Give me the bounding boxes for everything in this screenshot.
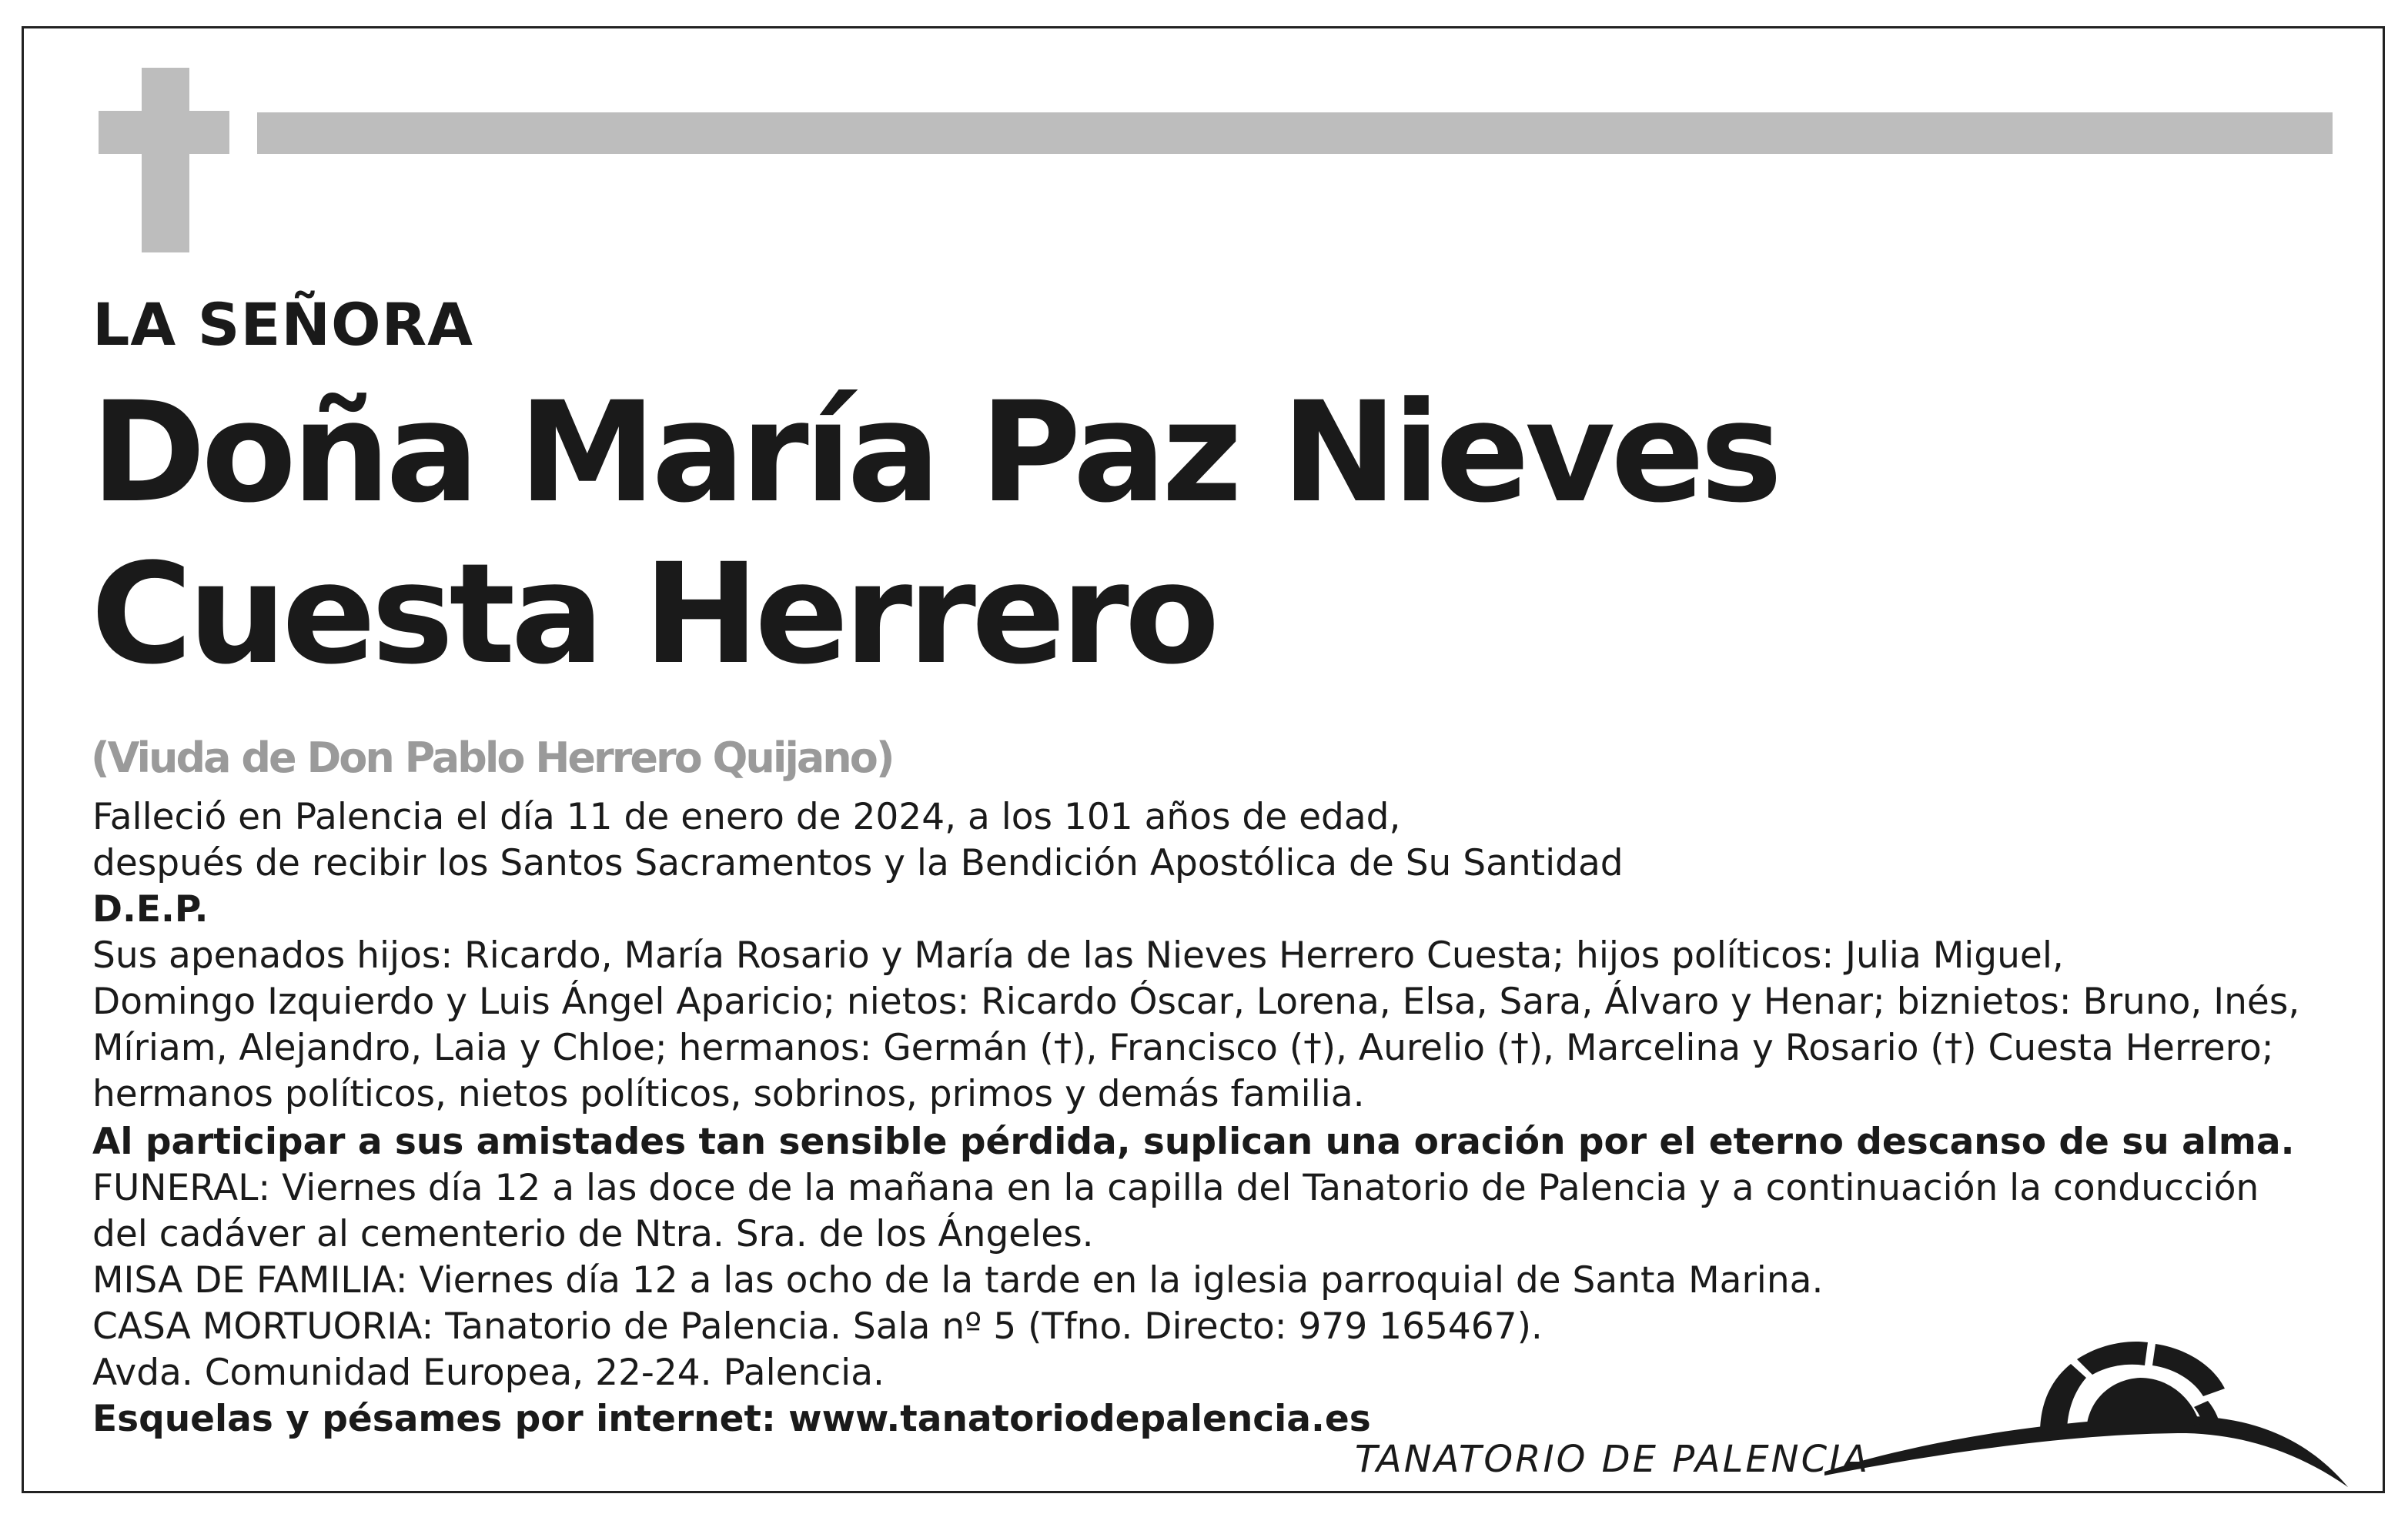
house-line: CASA MORTUORIA: Tanatorio de Palencia. Sala nº 5 (Tfno. Directo: 979 165467). xyxy=(92,1305,1543,1348)
family-line: Míriam, Alejandro, Laia y Chloe; hermanos: Germán (†), Francisco (†), Aurelio (†), Marcelina y Rosario (†) Cuesta Herrero; xyxy=(92,1027,2274,1069)
widow-of: (Viuda de Don Pablo Herrero Quijano) xyxy=(91,734,893,782)
family-line: Sus apenados hijos: Ricardo, María Rosario y María de las Nieves Herrero Cuesta; hijos políticos: Julia Miguel, xyxy=(92,934,2064,977)
title-label: LA SEÑORA xyxy=(92,290,473,359)
funeral-line: FUNERAL: Viernes día 12 a las doce de la mañana en la capilla del Tanatorio de Palencia y a continuación la conducción xyxy=(92,1167,2259,1209)
tanatorio-logo-text: TANATORIO DE PALENCIA xyxy=(1355,1438,1871,1481)
internet-line: Esquelas y pésames por internet: www.tanatoriodepalencia.es xyxy=(92,1398,1371,1440)
cross-icon xyxy=(142,68,189,252)
house-line: Avda. Comunidad Europea, 22-24. Palencia. xyxy=(92,1352,885,1394)
deceased-name-line1: Doña María Paz Nieves xyxy=(91,373,1778,533)
prayer-request: Al participar a sus amistades tan sensible pérdida, suplican una oración por el eterno descanso de su alma. xyxy=(92,1121,2295,1163)
death-line: después de recibir los Santos Sacramentos y la Bendición Apostólica de Su Santidad xyxy=(92,842,1624,884)
cross-icon-arm xyxy=(99,111,229,154)
funeral-line: del cadáver al cementerio de Ntra. Sra. de los Ángeles. xyxy=(92,1213,1094,1255)
deceased-name xyxy=(91,373,1778,696)
family-line: Domingo Izquierdo y Luis Ángel Aparicio; nietos: Ricardo Óscar, Lorena, Elsa, Sara, Álvaro y Henar; biznietos: Bruno, Inés, xyxy=(92,981,2300,1023)
death-line: Falleció en Palencia el día 11 de enero de 2024, a los 101 años de edad, xyxy=(92,796,1401,838)
mass-line: MISA DE FAMILIA: Viernes día 12 a las ocho de la tarde en la iglesia parroquial de Santa Marina. xyxy=(92,1259,1824,1302)
deceased-name-line2: Cuesta Herrero xyxy=(91,534,1216,695)
header-bar xyxy=(257,112,2333,154)
family-line: hermanos políticos, nietos políticos, sobrinos, primos y demás familia. xyxy=(92,1073,1365,1115)
rip-text: D.E.P. xyxy=(92,888,209,931)
